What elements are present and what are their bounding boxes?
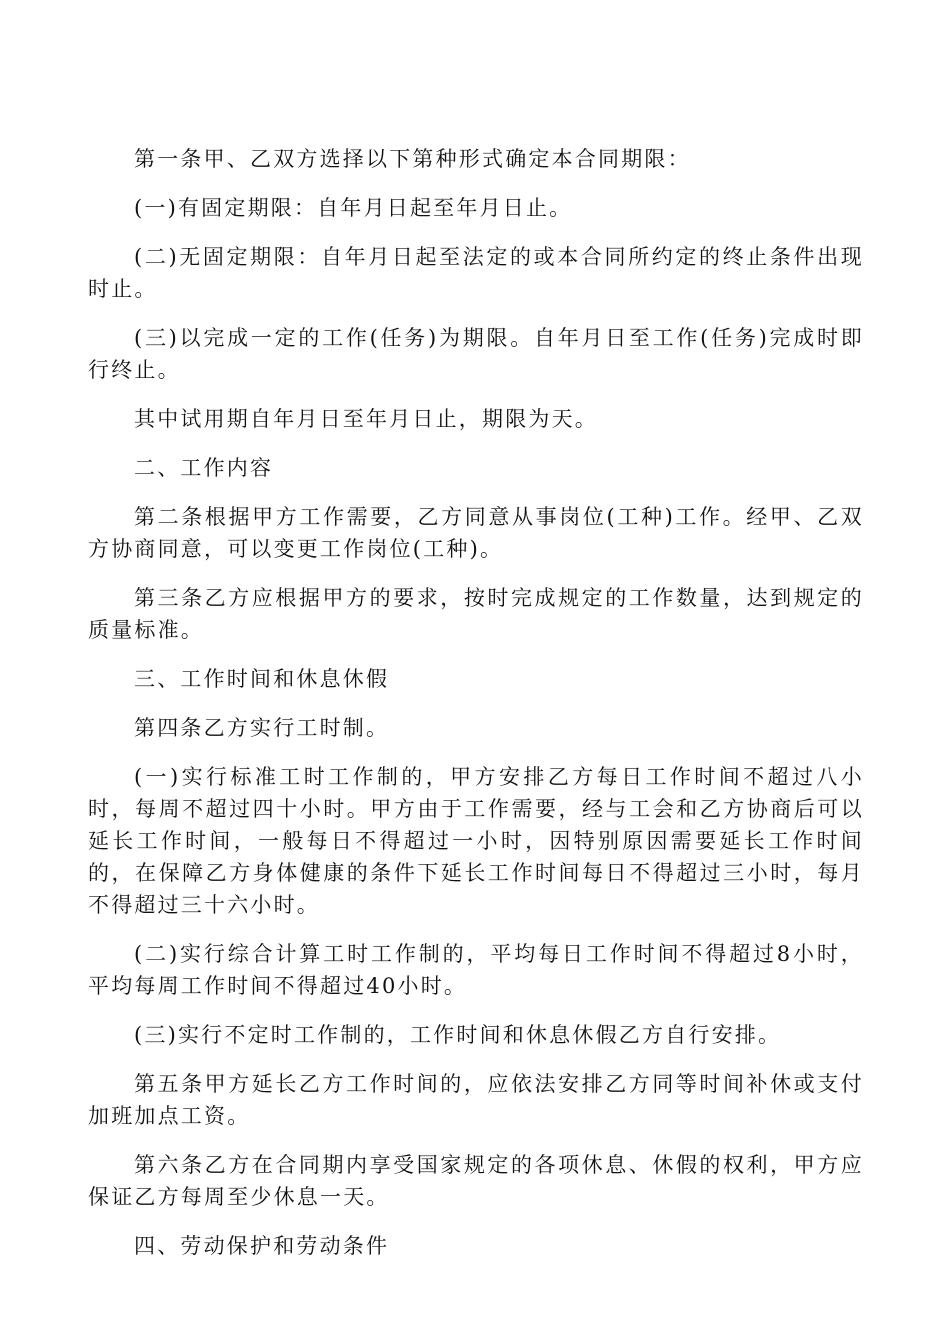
section-heading-work-hours: 三、工作时间和休息休假 <box>134 667 390 691</box>
section-heading-labor-protection: 四、劳动保护和劳动条件 <box>134 1234 390 1258</box>
flexible-hours-option: (三)实行不定时工作制的，工作时间和休息休假乙方自行安排。 <box>134 1023 782 1047</box>
clause-5-overtime: 第五条甲方延长乙方工作时间的，应依法安排乙方同等时间补休或支付加班加点工资。 <box>88 1072 864 1128</box>
document-page <box>88 143 864 1279</box>
clause-6-rest-days: 第六条乙方在合同期内享受国家规定的各项休息、休假的权利，甲方应保证乙方每周至少休息一天。 <box>88 1153 864 1209</box>
standard-hours-option: (一)实行标准工时工作制的，甲方安排乙方每日工作时间不超过八小时，每周不超过四十小时。甲方由于工作需要，经与工会和乙方协商后可以延长工作时间，一般每日不得超过一小时，因特别原因需要延长工作时间的，在保障乙方身体健康的条件下延长工作时间每日不得超过三小时，每月不得超过三十六小时。 <box>88 765 864 917</box>
clause-4-hours-system: 第四条乙方实行工时制。 <box>134 716 390 740</box>
clause-1-term-selection: 第一条甲、乙双方选择以下第种形式确定本合同期限： <box>134 147 691 171</box>
probation-period: 其中试用期自年月日至年月日止，期限为天。 <box>134 407 598 431</box>
clause-2-job-position: 第二条根据甲方工作需要，乙方同意从事岗位(工种)工作。经甲、乙双方协商同意，可以变更工作岗位(工种)。 <box>88 505 864 561</box>
task-term-option: (三)以完成一定的工作(任务)为期限。自年月日至工作(任务)完成时即行终止。 <box>88 326 864 382</box>
section-heading-work-content: 二、工作内容 <box>134 456 274 480</box>
fixed-term-option: (一)有固定期限：自年月日起至年月日止。 <box>134 196 573 220</box>
clause-3-work-quality: 第三条乙方应根据甲方的要求，按时完成规定的工作数量，达到规定的质量标准。 <box>88 586 864 642</box>
open-term-option: (二)无固定期限：自年月日起至法定的或本合同所约定的终止条件出现时止。 <box>88 245 864 301</box>
comprehensive-hours-option: (二)实行综合计算工时工作制的，平均每日工作时间不得超过8小时，平均每周工作时间不得超过40小时。 <box>88 942 864 998</box>
